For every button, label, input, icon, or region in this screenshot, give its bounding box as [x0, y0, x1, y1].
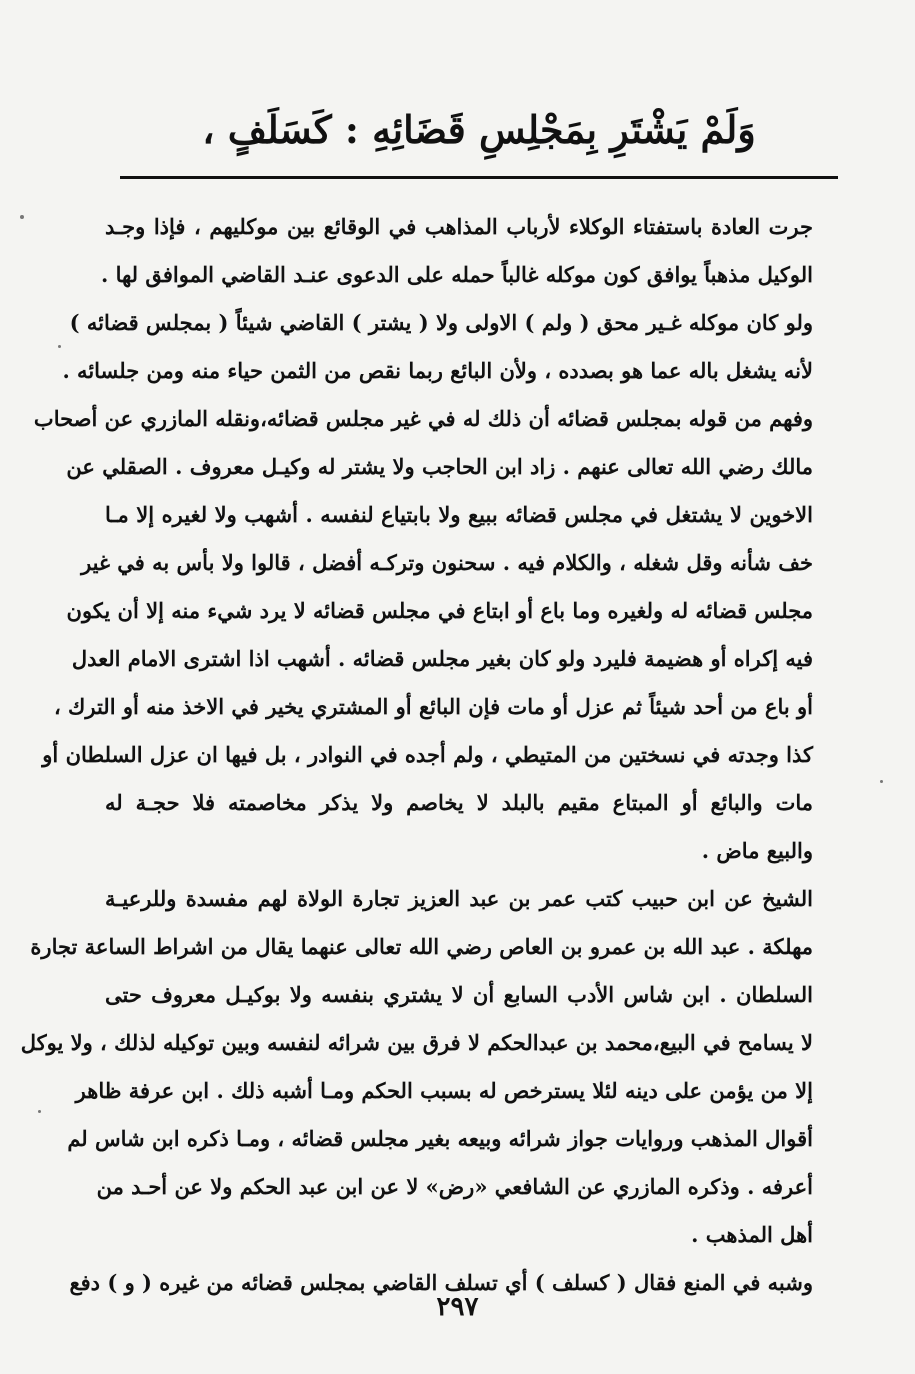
scan-speck — [58, 345, 61, 348]
text-line: الوكيل مذهباً يوافق كون موكله غالباً حمله على الدعوى عنـد القاضي الموافق لها . — [100, 262, 813, 287]
text-line: كذا وجدته في نسختين من المتيطي ، ولم أجده في النوادر ، بل فيها ان عزل السلطان أو — [42, 742, 813, 767]
page-number: ٢٩٧ — [436, 1292, 479, 1322]
text-line: جرت العادة باستفتاء الوكلاء لأرباب المذاهب في الوقائع بين موكليهم ، فإذا وجـد — [105, 214, 813, 239]
header-rule — [120, 176, 838, 179]
text-line: مات والبائع أو المبتاع مقيم بالبلد لا يخاصم ولا يذكر مخاصمته فلا حجـة له — [105, 790, 813, 815]
body-text — [20, 203, 813, 1307]
text-line: إلا من يؤمن على دينه لئلا يسترخص له بسبب الحكم ومـا أشبه ذلك . ابن عرفة ظاهر — [75, 1078, 813, 1103]
text-line: مجلس قضائه له ولغيره وما باع أو ابتاع في مجلس قضائه لا يرد شيء منه إلا أن يكون — [66, 598, 813, 623]
text-line: الشيخ عن ابن حبيب كتب عمر بن عبد العزيز تجارة الولاة لهم مفسدة وللرعيـة — [105, 886, 813, 911]
scan-speck — [880, 780, 883, 783]
text-line: لأنه يشغل باله عما هو بصدده ، ولأن البائع ربما نقص من الثمن حياء منه ومن جلسائه . — [62, 358, 813, 383]
text-line: خف شأنه وقل شغله ، والكلام فيه . سحنون وتركـه أفضل ، قالوا ولا بأس به في غير — [81, 550, 813, 575]
text-line: أهل المذهب . — [691, 1222, 813, 1247]
text-line: والبيع ماض . — [701, 838, 813, 863]
page-header-title: وَلَمْ يَشْتَرِ بِمَجْلِسِ قَضَائِهِ : كَسَلَفٍ ، — [202, 107, 756, 152]
scan-speck — [20, 215, 24, 219]
text-line: وفهم من قوله بمجلس قضائه أن ذلك له في غير مجلس قضائه،ونقله المازري عن أصحاب — [33, 406, 813, 431]
text-line: فيه إكراه أو هضيمة فليرد ولو كان بغير مجلس قضائه . أشهب اذا اشترى الامام العدل — [71, 646, 813, 671]
text-line: وشبه في المنع فقال ( كسلف ) أي تسلف القاضي بمجلس قضائه من غيره ( و ) دفع — [69, 1270, 813, 1295]
scan-speck — [38, 1110, 41, 1113]
text-line: أعرفه . وذكره المازري عن الشافعي «رض» لا عن ابن عبد الحكم ولا عن أحـد من — [96, 1174, 813, 1199]
text-line: مالك رضي الله تعالى عنهم . زاد ابن الحاجب ولا يشتر له وكيـل معروف . الصقلي عن — [66, 454, 813, 479]
text-line: أو باع من أحد شيئاً ثم عزل أو مات فإن البائع أو المشتري يخير في الاخذ منه أو الترك ، — [53, 694, 813, 719]
text-line: الاخوين لا يشتغل في مجلس قضائه ببيع ولا بابتياع لنفسه . أشهب ولا لغيره إلا مـا — [105, 502, 813, 527]
text-line: لا يسامح في البيع،محمد بن عبدالحكم لا فرق بين شرائه لنفسه وبين توكيله لذلك ، ولا يوكل — [20, 1030, 813, 1055]
text-line: أقوال المذهب وروايات جواز شرائه وبيعه بغير مجلس قضائه ، ومـا ذكره ابن شاس لم — [67, 1126, 813, 1151]
text-line: مهلكة . عبد الله بن عمرو بن العاص رضي الله تعالى عنهما يقال من اشراط الساعة تجارة — [30, 934, 813, 959]
text-line: ولو كان موكله غـير محق ( ولم ) الاولى ولا ( يشتر ) القاضي شيئاً ( بمجلس قضائه ) — [69, 310, 813, 335]
text-line: السلطان . ابن شاس الأدب السابع أن لا يشتري بنفسه ولا بوكيـل معروف حتى — [105, 982, 813, 1007]
